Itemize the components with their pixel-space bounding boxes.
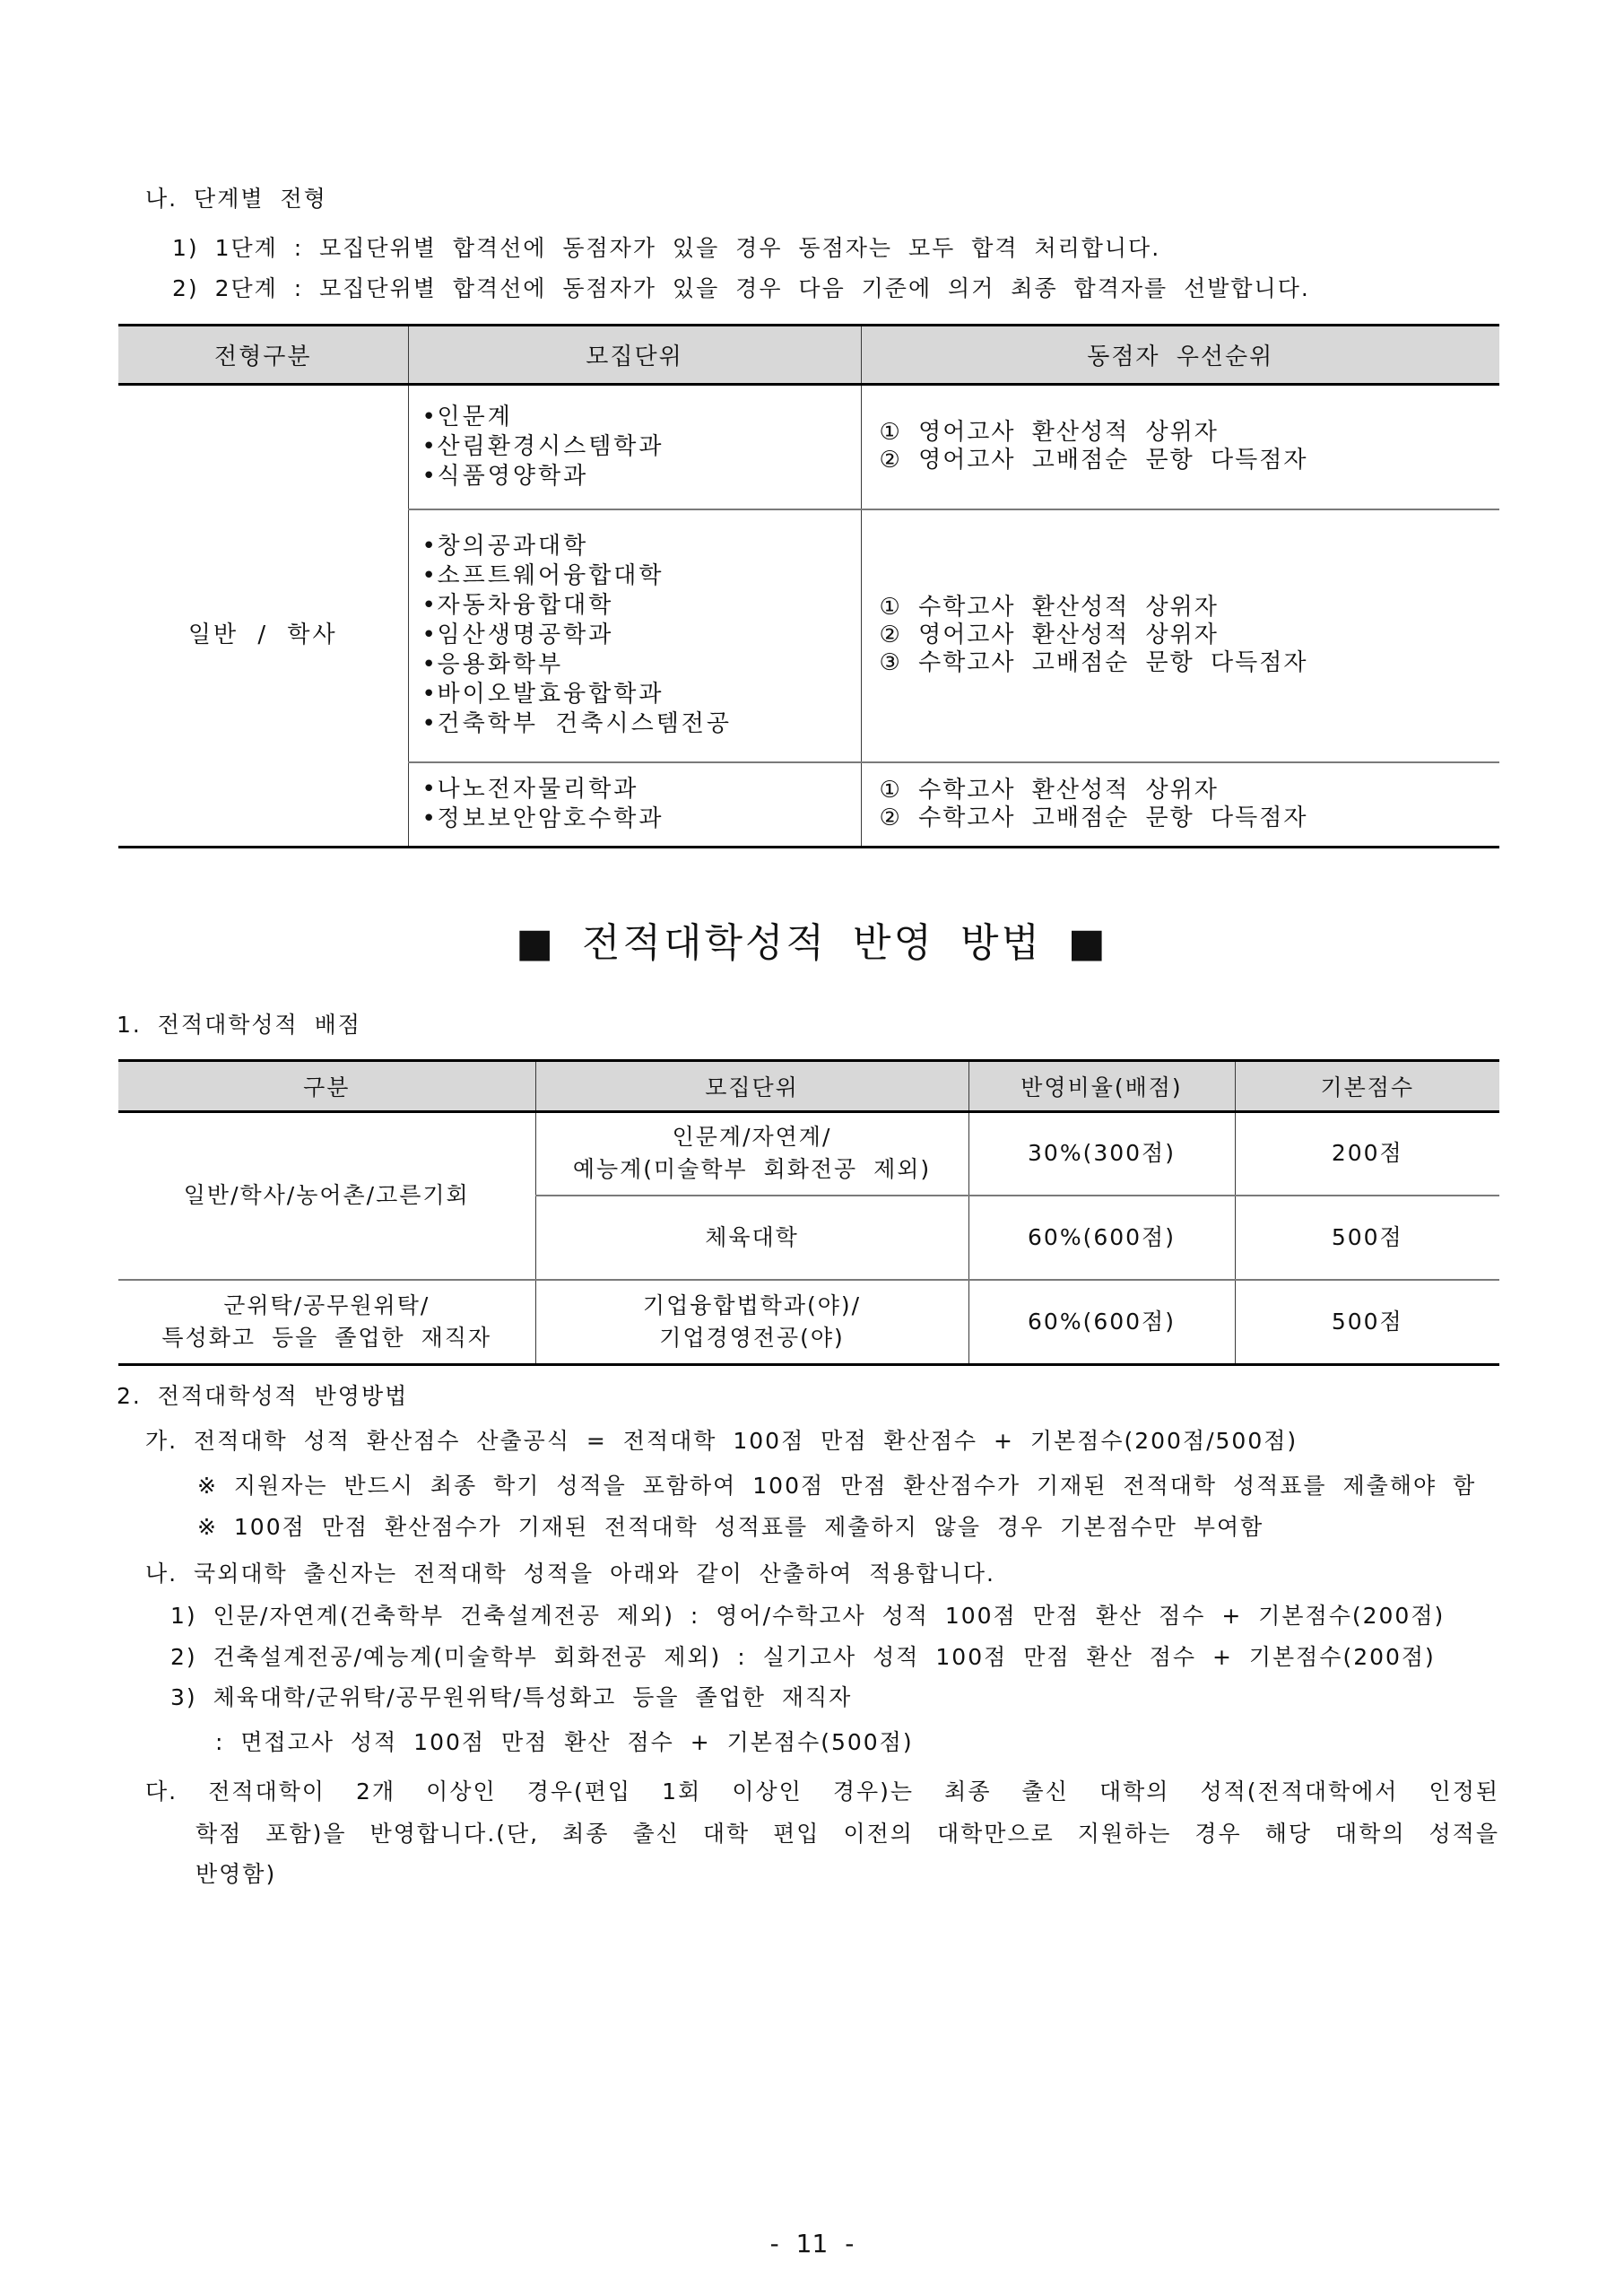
bullet-icon: • xyxy=(421,432,436,460)
table-row xyxy=(118,1280,1499,1365)
bullet-icon: • xyxy=(421,775,436,803)
priority-item: ① 수학고사 환산성적 상위자 xyxy=(879,594,1219,621)
bullet-icon: • xyxy=(421,710,436,737)
column-header-recruitment-unit: 모집단위 xyxy=(408,326,861,385)
multiple-universities-text-line: 다. 전적대학이 2개 이상인 경우(편입 1회 이상인 경우)는 최종 출신 대학의 성적(전적대학에서 인정된 xyxy=(145,1779,1499,1805)
formula-text: 가. 전적대학 성적 환산점수 산출공식 = 전적대학 100점 만점 환산점수 + 기본점수(200점/500점) xyxy=(145,1428,1298,1454)
recruitment-unit-cell xyxy=(535,1112,968,1196)
column-header-base-score: 기본점수 xyxy=(1235,1061,1499,1112)
bullet-icon: • xyxy=(421,622,436,648)
table-header-row xyxy=(118,1061,1499,1112)
bullet-icon: • xyxy=(421,804,436,832)
unit-name: 인문계 xyxy=(437,403,513,430)
page-number: - 11 - xyxy=(769,2229,855,2258)
unit-line: 예능계(미술학부 회화전공 제외) xyxy=(572,1156,932,1183)
column-header-category: 구분 xyxy=(118,1061,535,1112)
category-line: 특성화고 등을 졸업한 재직자 xyxy=(161,1324,492,1351)
unit-name: 식품영양학과 xyxy=(437,462,589,490)
ratio-cell: 60%(600점) xyxy=(968,1196,1235,1280)
list-item xyxy=(422,709,861,739)
multiple-universities-text-line: 학점 포함)을 반영합니다.(단, 최종 출신 대학 편입 이전의 대학만으로 지원하는 경우 해당 대학의 성적을 xyxy=(195,1821,1499,1847)
category-line: 군위탁/공무원위탁/ xyxy=(223,1292,430,1318)
base-score-cell: 500점 xyxy=(1235,1196,1499,1280)
recruitment-unit-cell xyxy=(535,1280,968,1365)
priority-item: ① 수학고사 환산성적 상위자 xyxy=(879,776,1219,804)
priority-item: ② 영어고사 환산성적 상위자 xyxy=(879,622,1219,648)
list-item xyxy=(422,804,861,834)
base-score-cell: 500점 xyxy=(1235,1280,1499,1365)
section-title-stage-selection: 나. 단계별 전형 xyxy=(145,186,327,212)
recruitment-unit-cell xyxy=(535,1196,968,1280)
priority-item: ② 영어고사 고배점순 문항 다득점자 xyxy=(879,447,1308,474)
unit-line: 인문계/자연계/ xyxy=(672,1124,832,1151)
unit-name: 나노전자물리학과 xyxy=(437,775,639,803)
column-header-ratio: 반영비율(배점) xyxy=(968,1061,1235,1112)
foreign-rule-item: 3) 체육대학/군위탁/공무원위탁/특성화고 등을 졸업한 재직자 xyxy=(170,1684,853,1710)
recruitment-units-cell xyxy=(408,385,861,509)
foreign-rule-item: 2) 건축설계전공/예능계(미술학부 회화전공 제외) : 실기고사 성적 100점 만점 환산 점수 + 기본점수(200점) xyxy=(170,1644,1436,1670)
list-item xyxy=(422,432,861,462)
admission-type-cell: 일반 / 학사 xyxy=(118,385,408,848)
list-item xyxy=(422,532,861,561)
list-item xyxy=(422,775,861,804)
column-header-recruitment-unit: 모집단위 xyxy=(535,1061,968,1112)
note-text: ※ 지원자는 반드시 최종 학기 성적을 포함하여 100점 만점 환산점수가 기재된 전적대학 성적표를 제출해야 함 xyxy=(197,1473,1477,1499)
bullet-icon: • xyxy=(421,462,436,490)
list-item xyxy=(422,561,861,591)
category-cell: 일반/학사/농어촌/고른기회 xyxy=(183,1182,470,1209)
bullet-icon: • xyxy=(421,592,436,619)
main-heading: ■ 전적대학성적 반영 방법 ■ xyxy=(516,920,1108,966)
foreign-rule-item: 1) 인문/자연계(건축학부 건축설계전공 제외) : 영어/수학고사 성적 100점 만점 환산 점수 + 기본점수(200점) xyxy=(170,1603,1446,1629)
unit-line: 체육대학 xyxy=(705,1223,799,1250)
unit-name: 응용화학부 xyxy=(437,651,564,678)
priority-cell xyxy=(861,509,1499,762)
ratio-cell: 60%(600점) xyxy=(968,1280,1235,1365)
table-row xyxy=(118,1112,1499,1196)
bullet-icon: • xyxy=(421,533,436,560)
column-header-tiebreak-priority: 동점자 우선순위 xyxy=(861,326,1499,385)
bullet-icon: • xyxy=(421,403,436,430)
table-header-row xyxy=(118,326,1499,385)
bullet-icon: • xyxy=(421,681,436,708)
stage-2-rule: 2) 2단계 : 모집단위별 합격선에 동점자가 있을 경우 다음 기준에 의거 최종 합격자를 선발합니다. xyxy=(172,275,1310,301)
column-header-admission-type: 전형구분 xyxy=(118,326,408,385)
unit-name: 바이오발효융합학과 xyxy=(437,681,664,708)
recruitment-units-cell xyxy=(408,762,861,848)
ratio-cell: 30%(300점) xyxy=(968,1112,1235,1196)
priority-cell xyxy=(861,385,1499,509)
unit-line: 기업융합법학과(야)/ xyxy=(642,1292,862,1318)
list-item xyxy=(422,591,861,621)
score-allocation-table xyxy=(118,1059,1499,1366)
priority-item: ② 수학고사 고배점순 문항 다득점자 xyxy=(879,804,1308,831)
priority-cell xyxy=(861,762,1499,848)
multiple-universities-text-line: 반영함) xyxy=(195,1861,277,1887)
unit-line: 기업경영전공(야) xyxy=(659,1324,845,1351)
list-item xyxy=(422,650,861,680)
unit-name: 임산생명공학과 xyxy=(437,622,614,648)
base-score-cell: 200점 xyxy=(1235,1112,1499,1196)
list-item xyxy=(422,621,861,650)
unit-name: 창의공과대학 xyxy=(437,533,589,560)
recruitment-units-cell xyxy=(408,509,861,762)
list-item xyxy=(422,680,861,709)
note-text: ※ 100점 만점 환산점수가 기재된 전적대학 성적표를 제출하지 않을 경우 기본점수만 부여함 xyxy=(197,1514,1264,1540)
section-title-score-allocation: 1. 전적대학성적 배점 xyxy=(117,1012,361,1038)
unit-name: 정보보안암호수학과 xyxy=(437,804,664,832)
unit-name: 산림환경시스템학과 xyxy=(437,432,664,460)
section-title-reflection-method: 2. 전적대학성적 반영방법 xyxy=(117,1383,409,1409)
unit-name: 소프트웨어융합대학 xyxy=(437,562,664,589)
bullet-icon: • xyxy=(421,562,436,589)
stage-1-rule: 1) 1단계 : 모집단위별 합격선에 동점자가 있을 경우 동점자는 모두 합격 처리합니다. xyxy=(172,235,1161,261)
priority-item: ① 영어고사 환산성적 상위자 xyxy=(879,419,1219,447)
unit-name: 자동차융합대학 xyxy=(437,592,614,619)
tiebreak-priority-table xyxy=(118,324,1499,848)
foreign-university-text: 나. 국외대학 출신자는 전적대학 성적을 아래와 같이 산출하여 적용합니다. xyxy=(145,1561,995,1587)
category-cell xyxy=(118,1280,535,1365)
unit-name: 건축학부 건축시스템전공 xyxy=(437,710,733,737)
list-item xyxy=(422,403,861,432)
bullet-icon: • xyxy=(421,651,436,678)
table-row xyxy=(118,385,1499,509)
priority-item: ③ 수학고사 고배점순 문항 다득점자 xyxy=(879,649,1308,676)
foreign-rule-item-continuation: : 면접고사 성적 100점 만점 환산 점수 + 기본점수(500점) xyxy=(215,1729,914,1755)
list-item xyxy=(422,462,861,491)
